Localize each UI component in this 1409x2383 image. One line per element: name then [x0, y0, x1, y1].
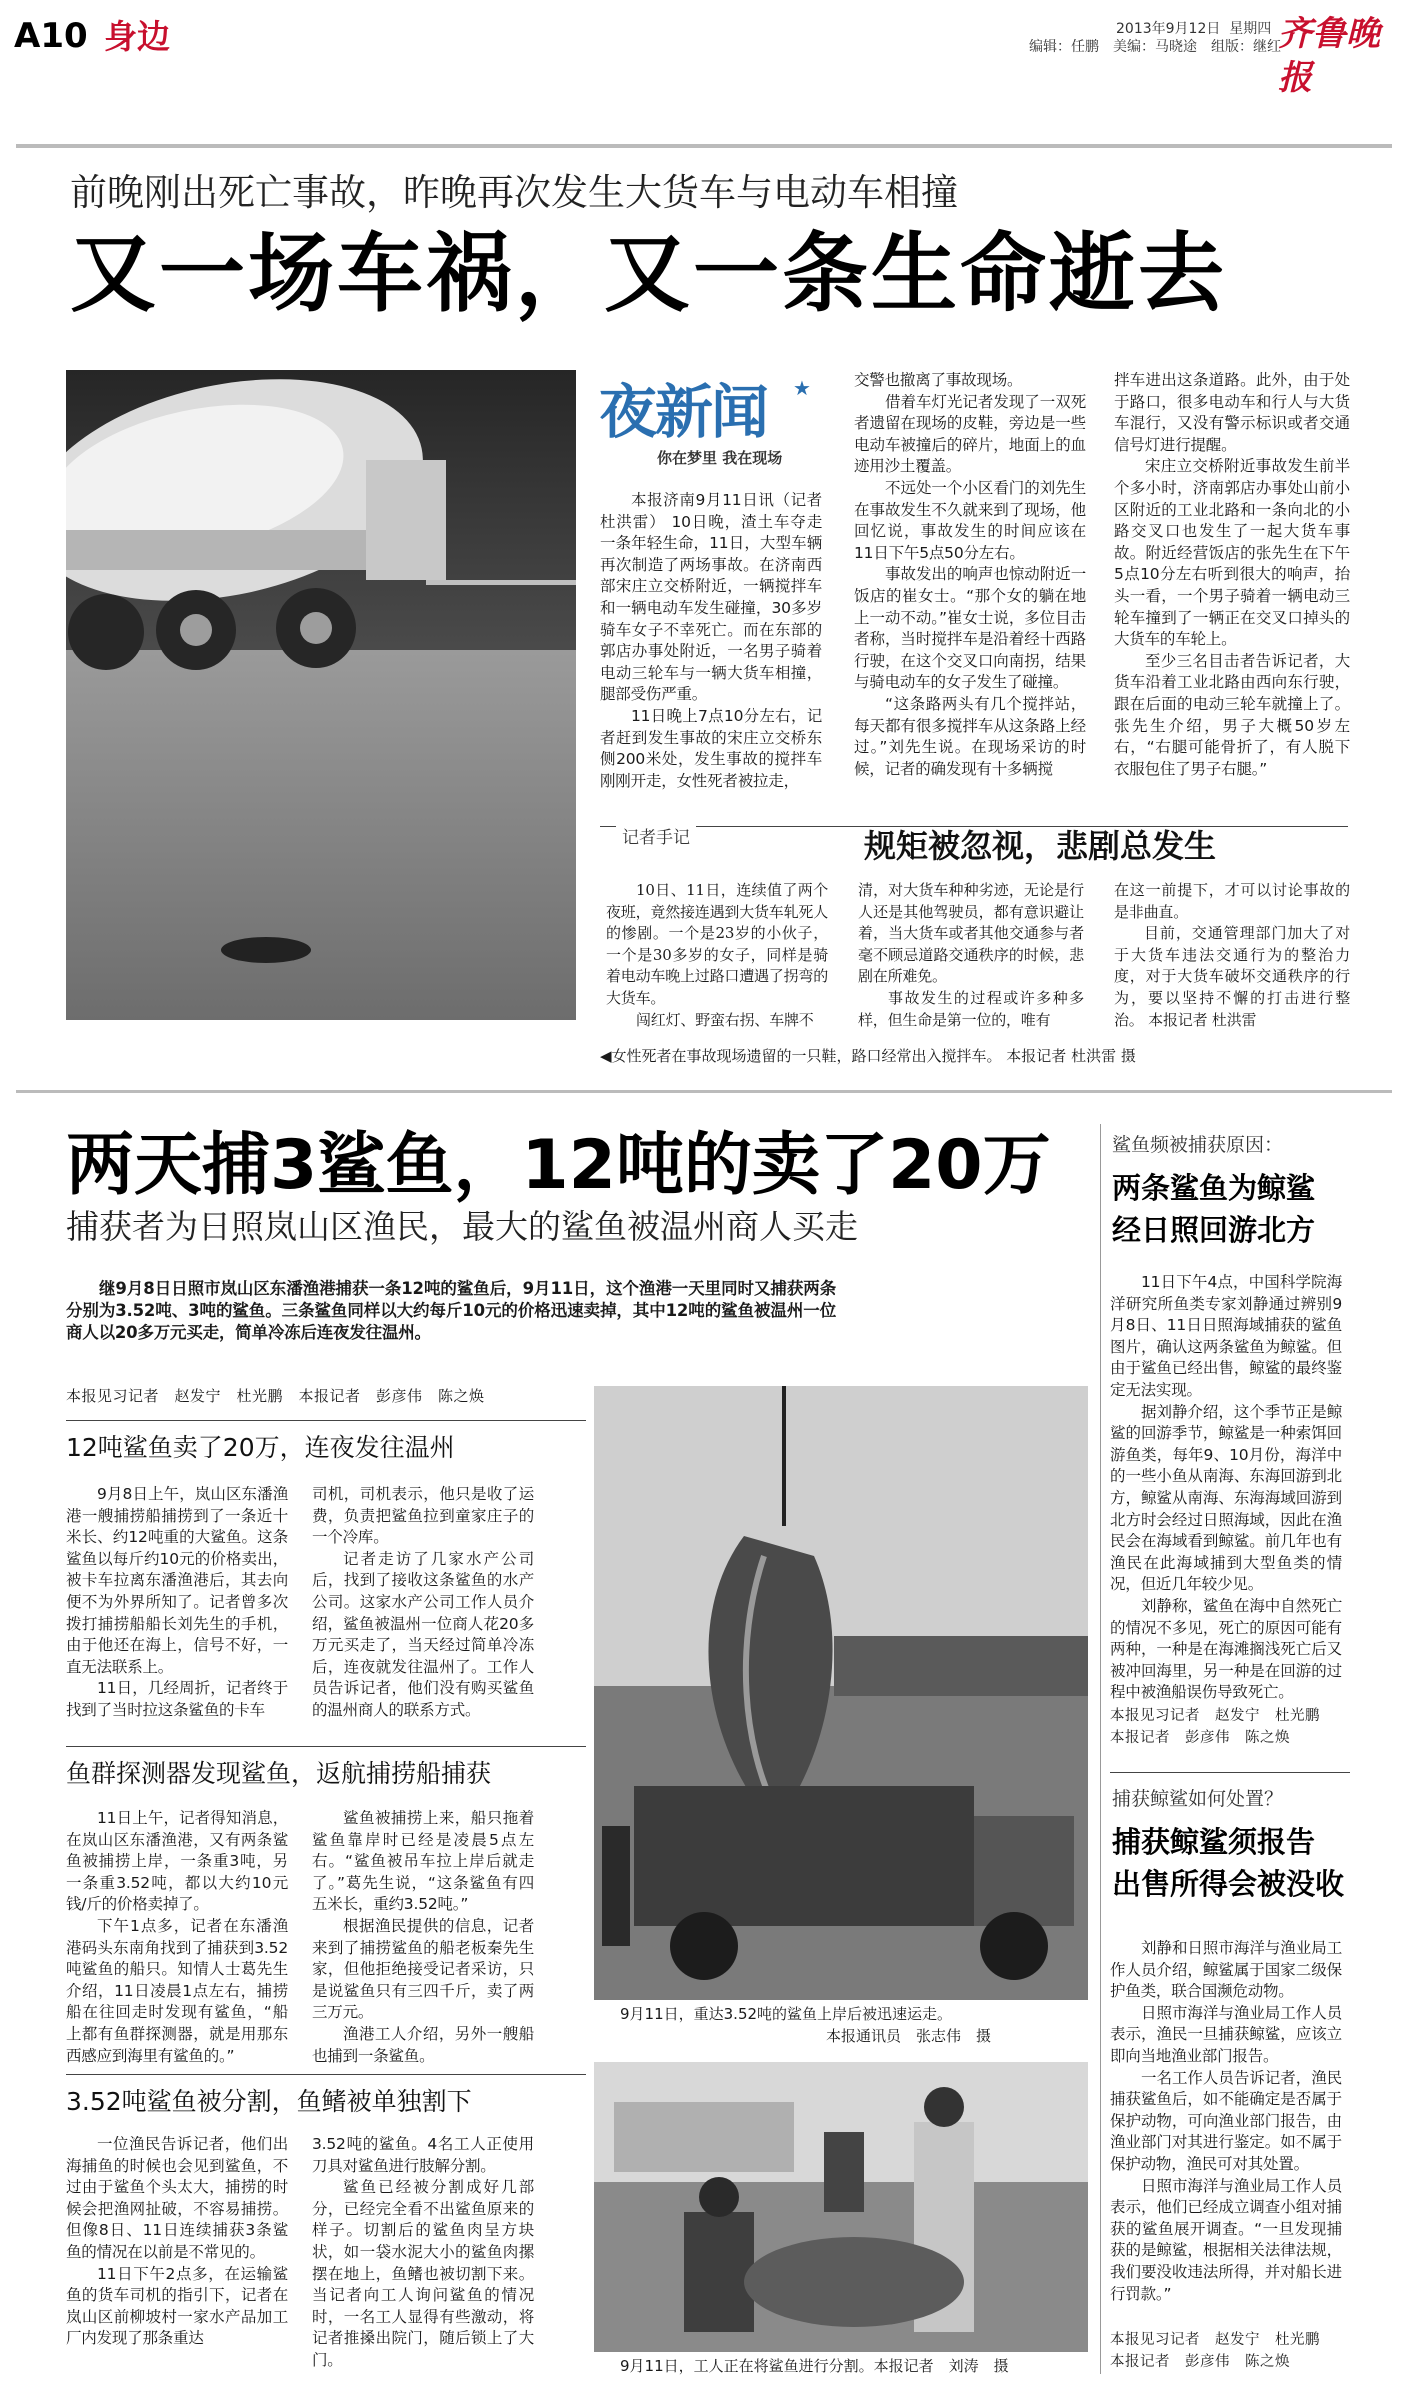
shark-truck-photo	[594, 1386, 1088, 2000]
sub3-heading: 3.52吨鲨鱼被分割，鱼鳍被单独割下	[66, 2087, 472, 2116]
header-date	[1116, 20, 1271, 38]
sidebar2-byline2: 本报记者 彭彦伟 陈之焕	[1110, 2354, 1290, 2370]
story1-kicker: 前晚刚出死亡事故，昨晚再次发生大货车与电动车相撞	[70, 171, 958, 214]
date: 2013年9月12日	[1116, 21, 1221, 37]
star-icon: ★	[793, 376, 811, 400]
sub1-column-1: 9月8日上午，岚山区东潘渔港一艘捕捞船捕捞到了一条近十米长、约12吨重的大鲨鱼。这条鲨鱼以每斤约10元的价格卖出，被卡车拉离东潘渔港后，其去向便不为外界所知了。记者曾多次拨打捕捞船船长刘先生的手机，由于他还在海上，信号不好，一直无法联系上。 11日，几经周折，记者终于找到了当时拉这条鲨鱼的卡车	[66, 1485, 288, 1719]
weekday: 星期四	[1229, 21, 1272, 37]
sidebar2-title-line1: 捕获鲸鲨须报告	[1112, 1825, 1316, 1859]
sidebar2-byline1: 本报见习记者 赵发宁 杜光鹏	[1110, 2332, 1320, 2348]
sidebar1-body: 11日下午4点，中国科学院海洋研究所鱼类专家刘静通过辨别9月8日、11日日照海域捕获的鲨鱼图片，确认这两条鲨鱼为鲸鲨。但由于鲨鱼已经出售，鲸鲨的最终鉴定无法实现。 据刘静介绍，这个季节正是鲸鲨的回游季节，鲸鲨是一种索饵回游鱼类，每年9、10月份，海洋中的一些小鱼从南海、东海回游到北方，鲸鲨从南海、东海海域回游到北方时会经过日照海域，因此在渔民会在海域看到鲸鲨。前几年也有渔民在此海域捕到大型鱼类的情况，但近几年较少见。 刘静称，鲨鱼在海中自然死亡的情况不多见，死亡的原因可能有两种，一种是在海滩搁浅死亡后又被冲回海里，另一种是在回游的过程中被渔船误伤导致死亡。	[1110, 1273, 1342, 1702]
newspaper-logo: 齐鲁晚报	[1278, 14, 1380, 98]
mixer-truck-illustration	[66, 370, 576, 1020]
badge-slogan: 你在梦里 我在现场	[657, 449, 783, 467]
comment-column-3: 在这一前提下，才可以讨论事故的是非曲直。 目前，交通管理部门加大了对于大货车违法交通行为的整治力度，对于大货车破坏交通秩序的行为，要以坚持不懈的打击进行整治。 本报记者 杜洪雷	[1114, 881, 1350, 1029]
shark-photo1-credit: 本报通讯员 张志伟 摄	[826, 2027, 992, 2045]
section-name: 身边	[104, 17, 170, 56]
story2-lead: 继9月8日日照市岚山区东潘渔港捕获一条12吨的鲨鱼后，9月11日，这个渔港一天里同时又捕获两条分别为3.52吨、3吨的鲨鱼。三条鲨鱼同样以大约每斤10元的价格迅速卖掉，其中12吨的鲨鱼被温州一位商人以20多万元买走，简单冷冻后连夜发往温州。	[66, 1279, 836, 1342]
comment-column-1: 10日、11日，连续值了两个夜班，竟然接连遇到大货车轧死人的惨剧。一个是23岁的小伙子，一个是30多岁的女子，同样是骑着电动车晚上过路口遭遇了拐弯的大货车。 闯红灯、野蛮右拐、车牌不	[606, 881, 828, 1029]
story2-rule	[66, 1420, 586, 1421]
story2-headline: 两天捕3鲨鱼，12吨的卖了20万	[66, 1126, 1051, 1205]
editor-credits: 编辑：任鹏 美编：马晓途 组版：继红	[1029, 39, 1281, 55]
sidebar1-title-line1: 两条鲨鱼为鲸鲨	[1112, 1171, 1316, 1205]
comment-label: 记者手记	[616, 826, 696, 850]
night-news-badge	[597, 378, 819, 478]
header-rule	[16, 144, 1392, 148]
story1-column-2: 交警也撤离了事故现场。 借着车灯光记者发现了一双死者遗留在现场的皮鞋，旁边是一些电动车被撞后的碎片，地面上的血迹用沙土覆盖。 不远处一个小区看门的刘先生在事故发生不久就来到了现场，他回忆说，事故发生的时间应该在11日下午5点50分左右。 事故发出的响声也惊动附近一饭店的崔女士。“那个女的躺在地上一动不动。”崔女士说，多位目击者称，当时搅拌车是沿着经十西路行驶，在这个交叉口向南拐，结果与骑电动车的女子发生了碰撞。 “这条路两头有几个搅拌站，每天都有很多搅拌车从这条路上经过。”刘先生说。在现场采访的时候，记者的确发现有十多辆搅	[854, 371, 1086, 778]
workers-cutting-illustration	[594, 2062, 1088, 2352]
sub2-heading: 鱼群探测器发现鲨鱼，返航捕捞船捕获	[66, 1759, 492, 1788]
badge-title: 夜新闻	[599, 378, 768, 446]
comment-column-2: 清，对大货车种种劣迹，无论是行人还是其他驾驶员，都有意识避让着，当大货车或者其他交通参与者毫不顾忌道路交通秩序的时候，悲剧在所难免。 事故发生的过程或许多种多样，但生命是第一位的，唯有	[858, 881, 1084, 1029]
sub1-column-2: 司机，司机表示，他只是收了运费，负责把鲨鱼拉到童家庄子的一个冷库。 记者走访了几家水产公司后，找到了接收这条鲨鱼的水产公司。这家水产公司工作人员介绍，鲨鱼被温州一位商人花20多万元买走了，当天经过简单冷冻后，连夜就发往温州了。工作人员告诉记者，他们没有购买鲨鱼的温州商人的联系方式。	[312, 1485, 534, 1719]
page-header	[0, 0, 1409, 98]
sidebar2-title-line2: 出售所得会被没收	[1112, 1867, 1345, 1901]
accident-scene-photo	[66, 370, 576, 1020]
sub3-column-1: 一位渔民告诉记者，他们出海捕鱼的时候也会见到鲨鱼，不过由于鲨鱼个头太大，捕捞的时候会把渔网扯破，不容易捕捞。但像8日、11日连续捕获3条鲨鱼的情况在以前是不常见的。 11日下午2点多，在运输鲨鱼的货车司机的指引下，记者在岚山区前柳坡村一家水产品加工厂内发现了那条重达	[66, 2135, 288, 2348]
sidebar1-byline1: 本报见习记者 赵发宁 杜光鹏	[1110, 1708, 1320, 1724]
shark-cutting-photo	[594, 2062, 1088, 2352]
story1-headline: 又一场车祸，又一条生命逝去	[70, 224, 1227, 324]
story1-column-1: 本报济南9月11日讯（记者 杜洪雷） 10日晚，渣土车夺走一条年轻生命，11日，大型车辆再次制造了两场事故。在济南西部宋庄立交桥附近，一辆搅拌车和一辆电动车发生碰撞，30多岁骑车女子不幸死亡。而在东部的郭店办事处附近，一名男子骑着电动三轮车与一辆大货车相撞，腿部受伤严重。 11日晚上7点10分左右，记者赶到发生事故的宋庄立交桥东侧200米处，发生事故的搅拌车刚刚开走，女性死者被拉走，	[600, 491, 822, 790]
sidebar2-rule	[1110, 1772, 1350, 1773]
sub3-column-2: 3.52吨的鲨鱼。4名工人正使用刀具对鲨鱼进行肢解分割。 鲨鱼已经被分割成好几部分，已经完全看不出鲨鱼原来的样子。切割后的鲨鱼肉呈方块状，如一袋水泥大小的鲨鱼肉摞摆在地上，鱼鳍也被切割下来。当记者向工人询问鲨鱼的情况时，一名工人显得有些激动，将记者推搡出院门，随后锁上了大门。	[312, 2135, 534, 2369]
sub2-rule	[66, 1746, 586, 1747]
sub2-column-1: 11日上午，记者得知消息，在岚山区东潘渔港，又有两条鲨鱼被捕捞上岸，一条重3吨，另一条重3.52吨，都以大约10元钱/斤的价格卖掉了。 下午1点多，记者在东潘渔港码头东南角找到了捕获到3.52吨鲨鱼的船只。知情人士葛先生介绍，11日凌晨1点左右，捕捞船在往回走时发现有鲨鱼，“船上都有鱼群探测器，就是用那东西感应到海里有鲨鱼的。”	[66, 1809, 288, 2065]
sidebar1-byline2: 本报记者 彭彦伟 陈之焕	[1110, 1730, 1290, 1746]
sidebar2-body: 刘静和日照市海洋与渔业局工作人员介绍，鲸鲨属于国家二级保护鱼类，联合国濒危动物。 日照市海洋与渔业局工作人员表示，渔民一旦捕获鲸鲨，应该立即向当地渔业部门报告。 一名工作人员告诉记者，渔民捕获鲨鱼后，如不能确定是否属于保护动物，可向渔业部门报告，由渔业部门对其进行鉴定。如不属于保护动物，渔民可对其处置。 日照市海洋与渔业局工作人员表示，他们已经成立调查小组对捕获的鲨鱼展开调查。“一旦发现捕获的是鲸鲨，根据相关法律法规，我们要没收违法所得，并对船长进行罚款。”	[1110, 1939, 1342, 2303]
shark-photo1-caption: 9月11日，重达3.52吨的鲨鱼上岸后被迅速运走。	[620, 2005, 953, 2023]
sub2-column-2: 鲨鱼被捕捞上来，船只拖着鲨鱼靠岸时已经是凌晨5点左右。“鲨鱼被吊车拉上岸后就走了。”葛先生说，“这条鲨鱼有四五米长，重约3.52吨。” 根据渔民提供的信息，记者来到了捕捞鲨鱼的船老板秦先生家，但他拒绝接受记者采访，只是说鲨鱼只有三四千斤，卖了两三万元。 渔港工人介绍，另外一艘船也捕到一条鲨鱼。	[312, 1809, 534, 2065]
story2-subheadline: 捕获者为日照岚山区渔民，最大的鲨鱼被温州商人买走	[66, 1207, 858, 1246]
story1-column-3: 拌车进出这条道路。此外，由于处于路口，很多电动车和行人与大货车混行，又没有警示标识或者交通信号灯进行提醒。 宋庄立交桥附近事故发生前半个多小时，济南郭店办事处山前小区附近的工业北路和一条向北的小路交叉口也发生了一起大货车事故。附近经营饭店的张先生在下午5点10分左右听到很大的响声，抬头一看，一个男子骑着一辆电动三轮车撞到了一辆正在交叉口掉头的大货车的车轮上。 至少三名目击者告诉记者，大货车沿着工业北路由西向东行驶，跟在后面的电动三轮车就撞上了。张先生介绍，男子大概50岁左右，“右腿可能骨折了，有人脱下衣服包住了男子右腿。”	[1114, 371, 1350, 778]
sub3-rule	[66, 2074, 586, 2075]
sidebar-divider	[1100, 1124, 1101, 2374]
section-divider	[16, 1090, 1392, 1093]
shark-photo2-caption: 9月11日，工人正在将鲨鱼进行分割。本报记者 刘涛 摄	[620, 2357, 1009, 2375]
sidebar2-label: 捕获鲸鲨如何处置？	[1112, 1788, 1284, 1810]
sidebar1-title-line2: 经日照回游北方	[1112, 1213, 1316, 1247]
page-number: A10	[14, 16, 88, 56]
story2-byline: 本报见习记者 赵发宁 杜光鹏 本报记者 彭彦伟 陈之焕	[66, 1387, 485, 1405]
sub1-heading: 12吨鲨鱼卖了20万，连夜发往温州	[66, 1433, 455, 1462]
shark-hoisted-illustration	[594, 1386, 1088, 2000]
story1-photo-caption: ◀女性死者在事故现场遗留的一只鞋，路口经常出入搅拌车。 本报记者 杜洪雷 摄	[600, 1047, 1136, 1065]
comment-title: 规矩被忽视，悲剧总发生	[864, 827, 1217, 865]
sidebar1-label: 鲨鱼频被捕获原因：	[1112, 1134, 1284, 1156]
